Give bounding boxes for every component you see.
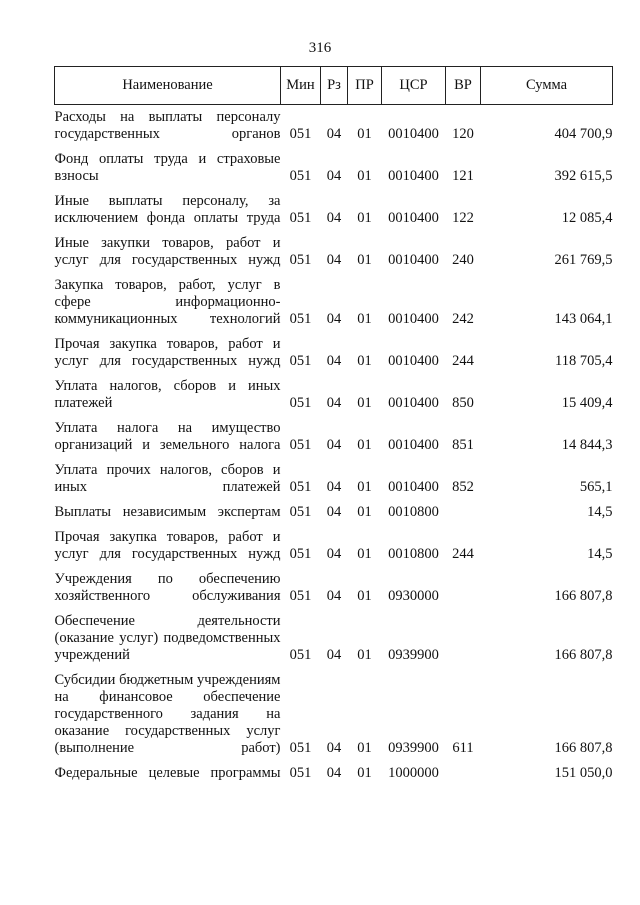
row-name: Иные выплаты персоналу, за исключением фонда оплаты труда: [54, 193, 281, 226]
table-row: [55, 378, 613, 420]
row-rz: 04: [326, 126, 342, 142]
row-vr: 852: [452, 479, 474, 495]
table-row: [55, 420, 613, 462]
row-sum: 14 844,3: [561, 437, 613, 453]
row-name: Уплата налогов, сборов и иных платежей: [54, 378, 281, 411]
row-min: 051: [289, 588, 312, 604]
table-row: [55, 613, 613, 672]
row-csr: 0010400: [388, 126, 439, 142]
row-sum: 565,1: [579, 479, 613, 495]
table-row: [55, 235, 613, 277]
row-vr: 244: [452, 353, 474, 369]
row-csr: 0930000: [388, 588, 439, 604]
row-csr: 0939900: [388, 740, 439, 756]
row-csr: 0010400: [388, 353, 439, 369]
row-vr: [446, 504, 481, 529]
row-pr: 01: [357, 765, 372, 781]
row-rz: 04: [326, 168, 342, 184]
row-sum: 12 085,4: [561, 210, 613, 226]
row-csr: 0010400: [388, 311, 439, 327]
row-pr: 01: [357, 479, 372, 495]
row-sum: 15 409,4: [561, 395, 613, 411]
row-sum: 261 769,5: [554, 252, 613, 268]
table-row: [55, 277, 613, 336]
row-sum: 404 700,9: [554, 126, 613, 142]
row-name: Иные закупки товаров, работ и услуг для государственных нужд: [54, 235, 281, 268]
row-min: 051: [289, 546, 312, 562]
row-pr: 01: [357, 546, 372, 562]
row-sum: 166 807,8: [554, 740, 613, 756]
row-csr: 0010400: [388, 252, 439, 268]
row-pr: 01: [357, 588, 372, 604]
row-vr: 121: [452, 168, 474, 184]
row-sum: 392 615,5: [554, 168, 613, 184]
row-name: Уплата прочих налогов, сборов и иных платежей: [54, 462, 281, 495]
row-min: 051: [289, 479, 312, 495]
budget-table: [54, 66, 613, 790]
row-name: Учреждения по обеспечению хозяйственного обслуживания: [54, 571, 281, 604]
row-name: Прочая закупка товаров, работ и услуг для государственных нужд: [54, 336, 281, 369]
row-rz: 04: [326, 311, 342, 327]
row-sum: 14,5: [587, 504, 613, 520]
row-sum: 14,5: [587, 546, 613, 562]
row-pr: 01: [357, 395, 372, 411]
row-name: Расходы на выплаты персоналу государственных органов: [54, 109, 281, 142]
row-vr: 850: [452, 395, 474, 411]
table-row: [55, 462, 613, 504]
row-min: 051: [289, 311, 312, 327]
row-csr: 0010400: [388, 437, 439, 453]
header-min: Мин: [281, 67, 321, 105]
header-pr: ПР: [348, 67, 382, 105]
row-pr: 01: [357, 210, 372, 226]
row-vr: [446, 613, 481, 672]
row-csr: 0010800: [388, 504, 439, 520]
header-vr: ВР: [446, 67, 481, 105]
row-vr: 240: [452, 252, 474, 268]
header-name: Наименование: [55, 67, 281, 105]
row-min: 051: [289, 168, 312, 184]
row-csr: 0010400: [388, 210, 439, 226]
row-sum: 151 050,0: [554, 765, 613, 781]
row-pr: 01: [357, 504, 372, 520]
row-rz: 04: [326, 647, 342, 663]
row-name: Фонд оплаты труда и страховые взносы: [54, 151, 281, 184]
table-row: [55, 571, 613, 613]
row-min: 051: [289, 647, 312, 663]
table-row: [55, 765, 613, 790]
row-sum: 143 064,1: [554, 311, 613, 327]
row-csr: 0010400: [388, 168, 439, 184]
row-pr: 01: [357, 740, 372, 756]
row-vr: 120: [452, 126, 474, 142]
row-rz: 04: [326, 504, 342, 520]
row-pr: 01: [357, 311, 372, 327]
row-csr: 0010800: [388, 546, 439, 562]
row-vr: 851: [452, 437, 474, 453]
row-sum: 118 705,4: [555, 353, 613, 369]
row-sum: 166 807,8: [554, 647, 613, 663]
row-vr: 122: [452, 210, 474, 226]
row-vr: 611: [452, 740, 474, 756]
row-vr: 244: [452, 546, 474, 562]
row-min: 051: [289, 504, 312, 520]
row-pr: 01: [357, 647, 372, 663]
row-rz: 04: [326, 395, 342, 411]
row-min: 051: [289, 740, 312, 756]
row-min: 051: [289, 437, 312, 453]
row-pr: 01: [357, 353, 372, 369]
row-rz: 04: [326, 353, 342, 369]
row-name: Обеспечение деятельности (оказание услуг) подведомственных учреждений: [54, 613, 281, 663]
row-name: Прочая закупка товаров, работ и услуг для государственных нужд: [54, 529, 281, 562]
row-vr: 242: [452, 311, 474, 327]
row-name: Закупка товаров, работ, услуг в сфере информационно-коммуникационных технологий: [54, 277, 281, 327]
row-rz: 04: [326, 588, 342, 604]
row-name: Субсидии бюджетным учреждениям на финансовое обеспечение государственного задания на оказание государственных услуг (выполнение работ): [54, 672, 281, 756]
row-csr: 0010400: [388, 479, 439, 495]
row-name: Уплата налога на имущество организаций и земельного налога: [54, 420, 281, 453]
row-min: 051: [289, 210, 312, 226]
row-min: 051: [289, 395, 312, 411]
row-pr: 01: [357, 126, 372, 142]
row-name: Федеральные целевые программы: [54, 765, 281, 781]
row-rz: 04: [326, 479, 342, 495]
table-row: [55, 109, 613, 151]
row-min: 051: [289, 252, 312, 268]
row-rz: 04: [326, 210, 342, 226]
header-row: [55, 67, 613, 105]
row-pr: 01: [357, 437, 372, 453]
row-vr: [446, 765, 481, 790]
row-rz: 04: [326, 437, 342, 453]
table-row: [55, 504, 613, 529]
row-rz: 04: [326, 765, 342, 781]
row-csr: 0010400: [388, 395, 439, 411]
header-sum: Сумма: [481, 67, 613, 105]
row-sum: 166 807,8: [554, 588, 613, 604]
table-row: [55, 193, 613, 235]
header-csr: ЦСР: [382, 67, 446, 105]
row-pr: 01: [357, 252, 372, 268]
row-min: 051: [289, 126, 312, 142]
page-number: 316: [308, 40, 332, 56]
row-rz: 04: [326, 546, 342, 562]
row-vr: [446, 571, 481, 613]
table-row: [55, 672, 613, 765]
table-row: [55, 529, 613, 571]
row-min: 051: [289, 765, 312, 781]
row-csr: 1000000: [388, 765, 439, 781]
row-rz: 04: [326, 252, 342, 268]
header-rz: Рз: [321, 67, 348, 105]
row-csr: 0939900: [388, 647, 439, 663]
table-row: [55, 151, 613, 193]
row-min: 051: [289, 353, 312, 369]
table-row: [55, 336, 613, 378]
row-pr: 01: [357, 168, 372, 184]
row-rz: 04: [326, 740, 342, 756]
row-name: Выплаты независимым экспертам: [54, 504, 281, 520]
